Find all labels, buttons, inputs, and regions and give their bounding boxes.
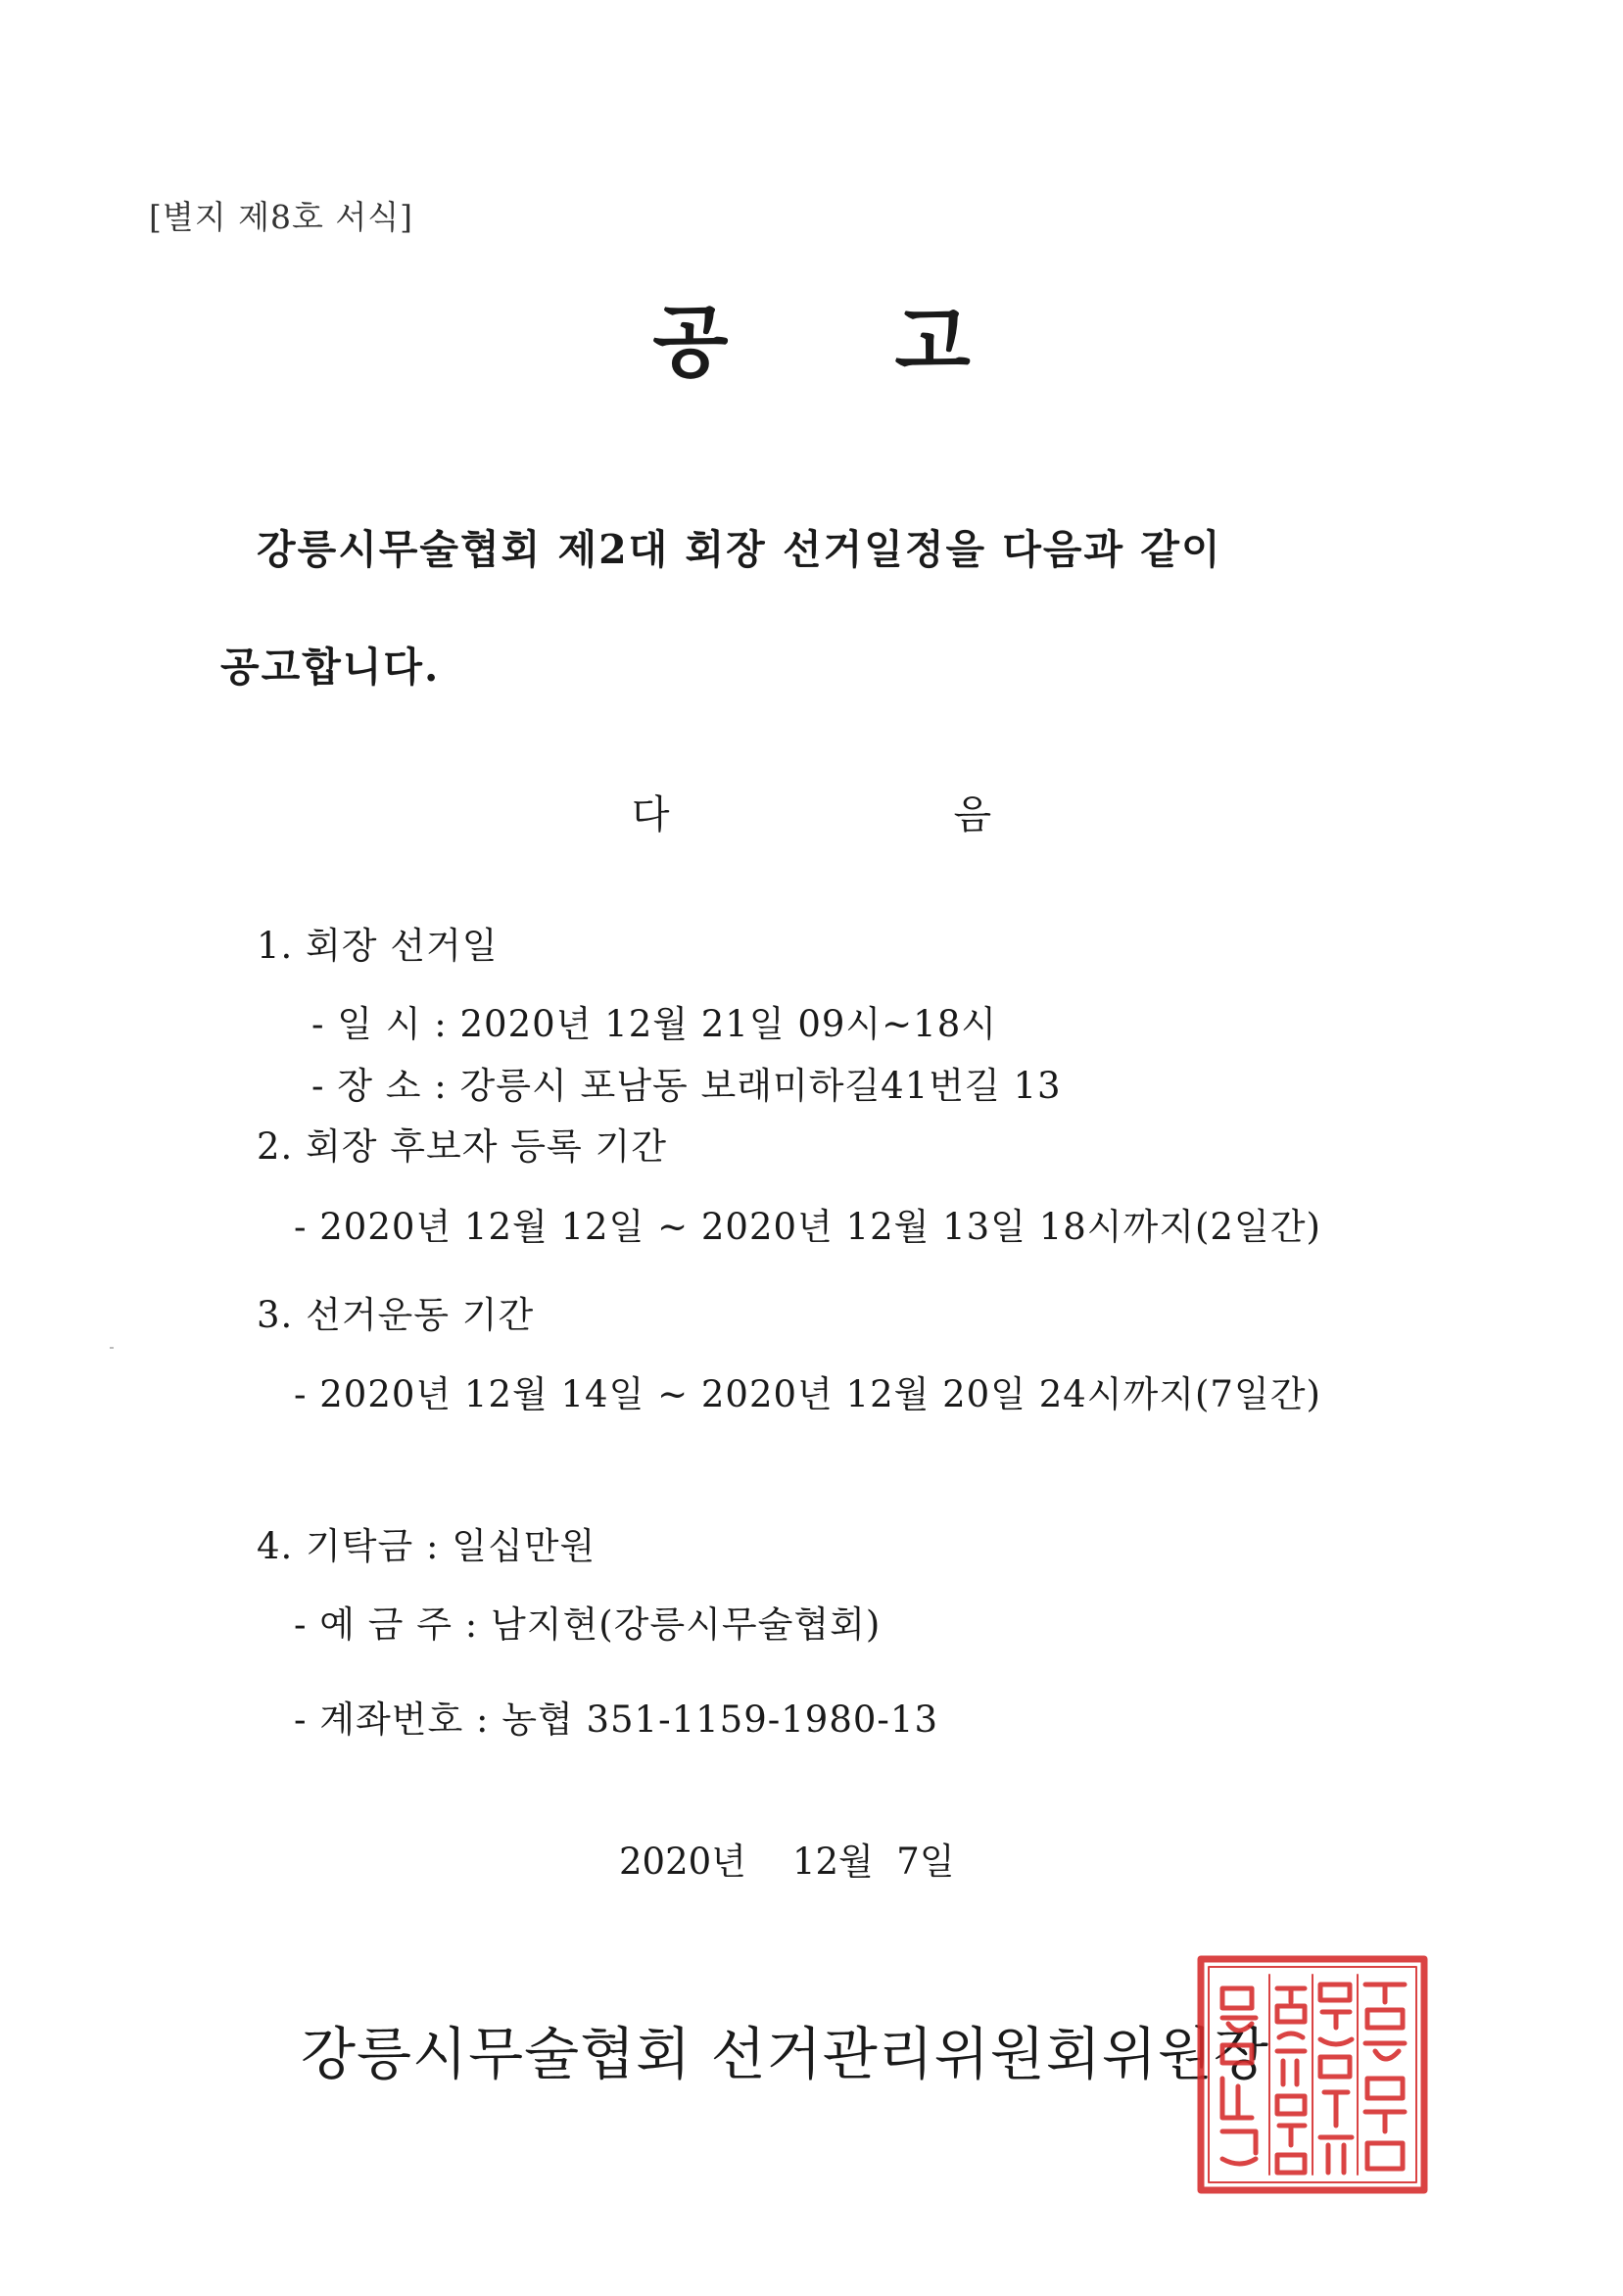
scan-artifact xyxy=(110,1347,114,1349)
notice-heading-char-1: 다 xyxy=(631,792,670,837)
signature-line: 강릉시무술협회 선거관리위원회위원장 xyxy=(301,2021,1269,2087)
form-number: [별지 제8호 서식] xyxy=(149,198,413,236)
notice-heading xyxy=(0,784,1623,839)
title-char-2: 고 xyxy=(894,296,971,388)
election-day-heading: 1. 회장 선거일 xyxy=(257,925,499,967)
official-seal-stamp xyxy=(1193,1949,1433,2199)
title-char-1: 공 xyxy=(652,296,729,388)
account-holder: - 예 금 주 : 남지현(강릉시무술협회) xyxy=(294,1603,882,1646)
account-number: - 계좌번호 : 농협 351-1159-1980-13 xyxy=(294,1698,938,1741)
deposit-heading: 4. 기탁금 : 일십만원 xyxy=(257,1525,597,1567)
intro-line-1: 강릉시무술협회 제2대 회장 선거일정을 다음과 같이 xyxy=(257,526,1222,573)
election-place: - 장 소 : 강릉시 포남동 보래미하길41번길 13 xyxy=(311,1065,1062,1107)
registration-heading: 2. 회장 후보자 등록 기간 xyxy=(257,1125,668,1168)
page-title xyxy=(0,279,1623,392)
campaign-heading: 3. 선거운동 기간 xyxy=(257,1294,535,1336)
registration-period: - 2020년 12월 12일 ~ 2020년 12월 13일 18시까지(2일간) xyxy=(294,1206,1321,1248)
notice-heading-char-2: 음 xyxy=(953,792,992,837)
intro-line-2: 공고합니다. xyxy=(220,644,441,691)
announcement-date: 2020년 12월 7일 xyxy=(619,1841,955,1883)
election-datetime: - 일 시 : 2020년 12월 21일 09시~18시 xyxy=(311,1003,997,1045)
campaign-period: - 2020년 12월 14일 ~ 2020년 12월 20일 24시까지(7일간) xyxy=(294,1373,1321,1415)
